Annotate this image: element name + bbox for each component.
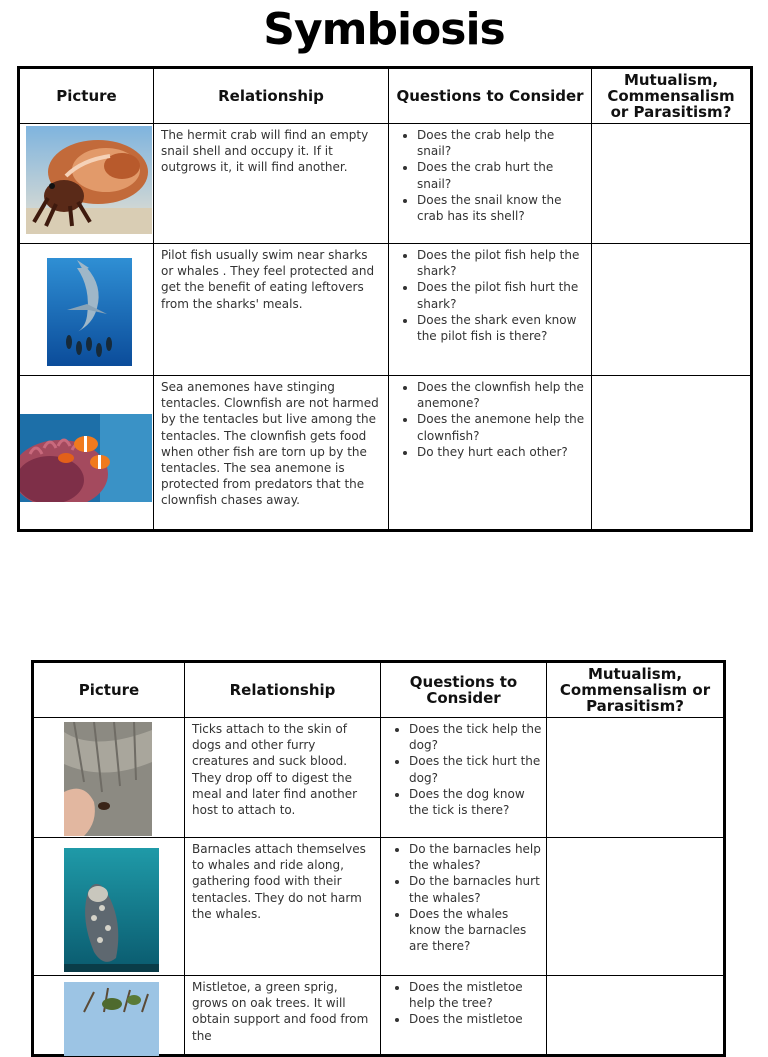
- question-item: • Does the pilot fish help the shark?: [417, 247, 587, 279]
- question-item: • Does the tick help the dog?: [409, 721, 542, 753]
- question-item: • Does the clownfish help the anemone?: [417, 379, 587, 411]
- header-classification: Mutualism, Commensalism or Parasitism?: [592, 68, 752, 124]
- table-header-row: [19, 68, 752, 124]
- relationship-cell: [154, 376, 389, 531]
- table-row: [19, 244, 752, 376]
- questions-cell: [389, 376, 592, 531]
- picture-cell: [19, 376, 154, 531]
- clownfish-anemone-photo: [20, 414, 152, 502]
- header-questions: Questions to Consider: [389, 68, 592, 124]
- table-row: [19, 124, 752, 244]
- shark-pilot-fish-photo: [47, 258, 132, 366]
- header-picture: Picture: [19, 68, 154, 124]
- hermit-crab-photo: [26, 126, 152, 234]
- questions-list: [389, 376, 591, 460]
- header-classification: Mutualism, Commensalism or Parasitism?: [547, 662, 725, 718]
- picture-cell: [33, 838, 185, 976]
- tick-dog-photo: [64, 722, 152, 836]
- answer-cell[interactable]: [592, 376, 752, 531]
- picture-cell: [33, 976, 185, 1056]
- questions-list: [389, 244, 591, 344]
- relationship-text: Mistletoe, a green sprig, grows on oak trees. It will obtain support and food from the: [192, 980, 369, 1043]
- table-row: [33, 838, 725, 976]
- symbiosis-table-2: [31, 660, 726, 1057]
- question-item: • Does the crab help the snail?: [417, 127, 587, 159]
- relationship-text: Pilot fish usually swim near sharks or whales . They feel protected and get the benefit of eating leftovers from the sharks' meals.: [161, 248, 375, 311]
- questions-list: [381, 838, 546, 954]
- relationship-cell: [154, 124, 389, 244]
- questions-list: [381, 718, 546, 818]
- table-row: [33, 976, 725, 1056]
- questions-list: [389, 124, 591, 224]
- picture-cell: [33, 718, 185, 838]
- questions-cell: [389, 124, 592, 244]
- answer-cell[interactable]: [592, 244, 752, 376]
- questions-cell: [381, 976, 547, 1056]
- question-item: • Do the barnacles hurt the whales?: [409, 873, 542, 905]
- question-item: • Does the mistletoe: [409, 1011, 542, 1027]
- answer-cell[interactable]: [547, 838, 725, 976]
- relationship-text: Barnacles attach themselves to whales and ride along, gathering food with their tentacles. They do not harm the whales.: [192, 842, 366, 921]
- table-row: [19, 376, 752, 531]
- answer-cell[interactable]: [547, 718, 725, 838]
- questions-list: [381, 976, 546, 1028]
- header-questions: Questions to Consider: [381, 662, 547, 718]
- picture-cell: [19, 124, 154, 244]
- question-item: • Does the snail know the crab has its shell?: [417, 192, 587, 224]
- question-item: • Does the whales know the barnacles are there?: [409, 906, 542, 955]
- header-relationship: Relationship: [154, 68, 389, 124]
- table-row: [33, 718, 725, 838]
- question-item: • Does the shark even know the pilot fish is there?: [417, 312, 587, 344]
- question-item: • Do they hurt each other?: [417, 444, 587, 460]
- question-item: • Does the pilot fish hurt the shark?: [417, 279, 587, 311]
- table-header-row: [33, 662, 725, 718]
- questions-cell: [389, 244, 592, 376]
- relationship-text: Ticks attach to the skin of dogs and other furry creatures and suck blood. They drop off to digest the meal and later find another host to attach to.: [192, 722, 358, 818]
- mistletoe-tree-photo: [64, 982, 159, 1056]
- page-title: Symbiosis: [263, 4, 505, 55]
- question-item: • Does the dog know the tick is there?: [409, 786, 542, 818]
- answer-cell[interactable]: [547, 976, 725, 1056]
- question-item: • Does the mistletoe help the tree?: [409, 979, 542, 1011]
- relationship-cell: [185, 838, 381, 976]
- questions-cell: [381, 718, 547, 838]
- symbiosis-table-1: [17, 66, 753, 532]
- relationship-text: Sea anemones have stinging tentacles. Clownfish are not harmed by the tentacles but live among the tentacles. The clownfish gets food when other fish are torn up by the tentacles. The sea anemone is protected from predators that the clownfish chases away.: [161, 380, 379, 508]
- header-relationship: Relationship: [185, 662, 381, 718]
- answer-cell[interactable]: [592, 124, 752, 244]
- picture-cell: [19, 244, 154, 376]
- question-item: • Do the barnacles help the whales?: [409, 841, 542, 873]
- relationship-cell: [154, 244, 389, 376]
- question-item: • Does the crab hurt the snail?: [417, 159, 587, 191]
- header-picture: Picture: [33, 662, 185, 718]
- questions-cell: [381, 838, 547, 976]
- question-item: • Does the anemone help the clownfish?: [417, 411, 587, 443]
- relationship-cell: [185, 718, 381, 838]
- question-item: • Does the tick hurt the dog?: [409, 753, 542, 785]
- relationship-cell: [185, 976, 381, 1056]
- relationship-text: The hermit crab will find an empty snail shell and occupy it. If it outgrows it, it will find another.: [161, 128, 369, 175]
- whale-barnacles-photo: [64, 848, 159, 972]
